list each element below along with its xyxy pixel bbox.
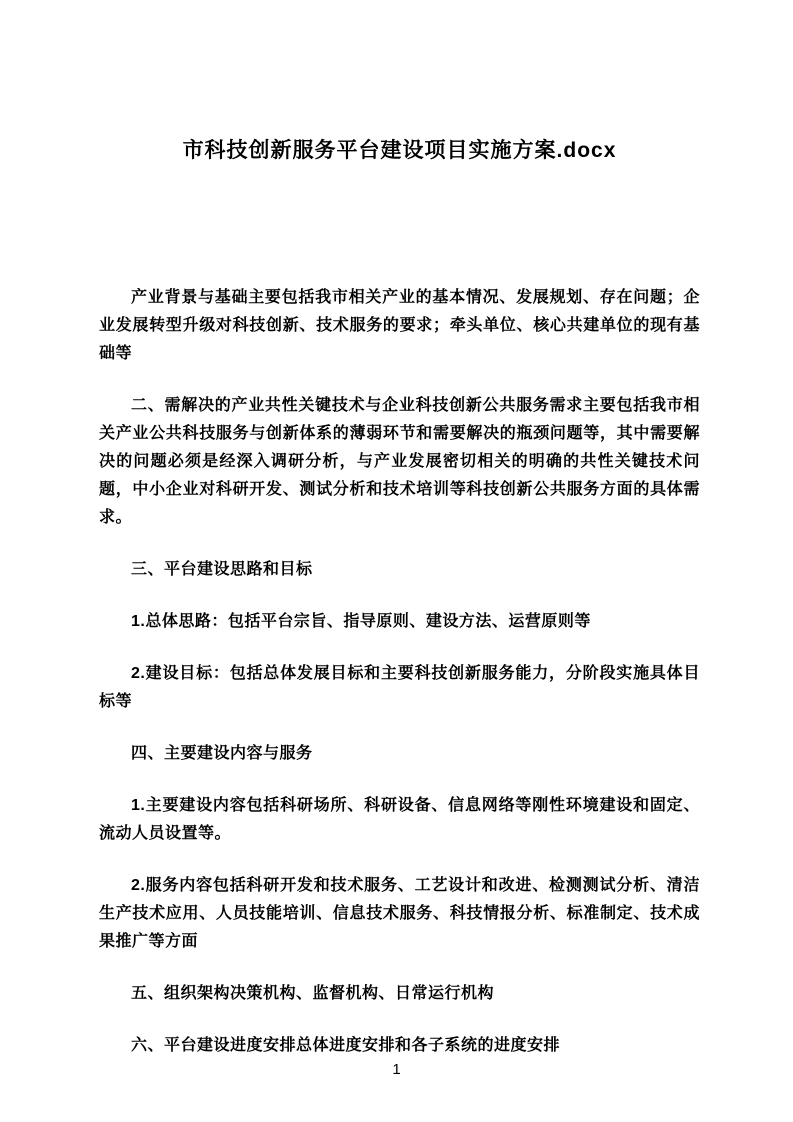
paragraph-construction-goals: 2.建设目标：包括总体发展目标和主要科技创新服务能力，分阶段实施具体目标等 bbox=[99, 665, 700, 710]
paragraph-section-3-heading: 三、平台建设思路和目标 bbox=[131, 561, 313, 578]
paragraph-overall-approach: 1.总体思路：包括平台宗旨、指导原则、建设方法、运营原则等 bbox=[131, 613, 591, 630]
paragraph-industry-background: 产业背景与基础主要包括我市相关产业的基本情况、发展规划、存在问题；企业发展转型升级对科技创新、技术服务的要求；牵头单位、核心共建单位的现有基础等 bbox=[99, 289, 700, 362]
paragraph-section-2-needs: 二、需解决的产业共性关键技术与企业科技创新公共服务需求主要包括我市相关产业公共科技服务与创新体系的薄弱环节和需要解决的瓶颈问题等，其中需要解决的问题必须是经深入调研分析，与产业发展密切相关的明确的共性关键技术问题，中小企业对科研开发、测试分析和技术培训等科技创新公共服务方面的具体需求。 bbox=[99, 397, 700, 526]
paragraph-main-construction-content: 1.主要建设内容包括科研场所、科研设备、信息网络等刚性环境建设和固定、流动人员设置等。 bbox=[99, 797, 700, 842]
paragraph-section-5-organization: 五、组织架构决策机构、监督机构、日常运行机构 bbox=[131, 985, 495, 1002]
paragraph-service-content: 2.服务内容包括科研开发和技术服务、工艺设计和改进、检测测试分析、清洁生产技术应用、人员技能培训、信息技术服务、科技情报分析、标准制定、技术成果推广等方面 bbox=[99, 877, 700, 950]
paragraph-section-4-heading: 四、主要建设内容与服务 bbox=[131, 745, 313, 762]
paragraph-section-6-schedule: 六、平台建设进度安排总体进度安排和各子系统的进度安排 bbox=[131, 1037, 561, 1054]
page-number: 1 bbox=[392, 1061, 401, 1078]
document-body bbox=[99, 284, 700, 1060]
document-title: 市科技创新服务平台建设项目实施方案.docx bbox=[182, 139, 617, 162]
